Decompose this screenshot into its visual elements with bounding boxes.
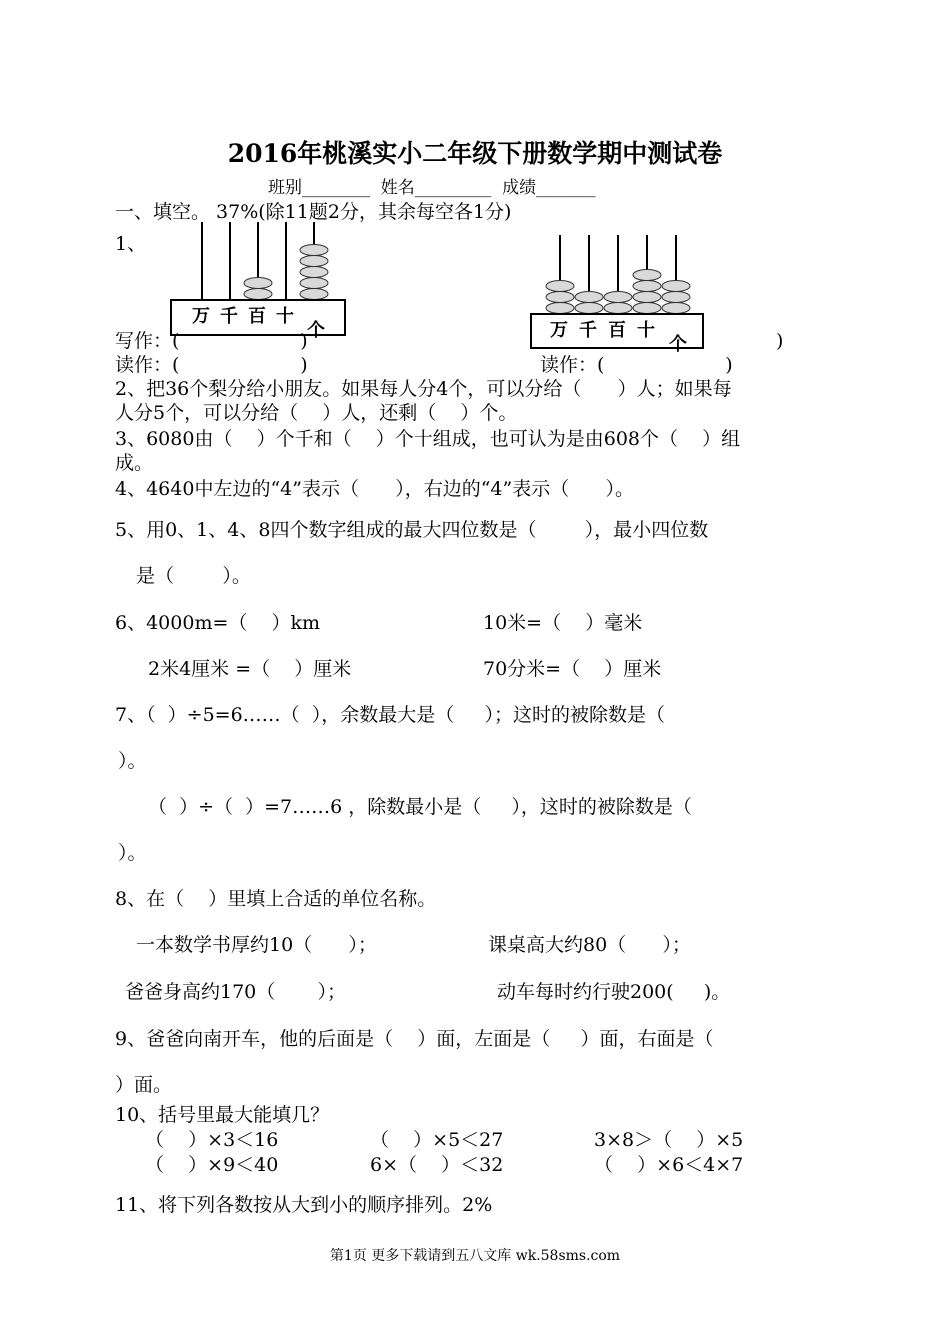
abacus-bead (633, 281, 661, 292)
q7-line4: ）。 (118, 842, 147, 864)
q6-d: 70分米=（ ）厘米 (483, 658, 662, 680)
q6-c: 2米4厘米 =（ ）厘米 (148, 658, 352, 680)
q9-line2: ）面。 (115, 1074, 173, 1096)
q11: 11、将下列各数按从大到小的顺序排列。2% (115, 1194, 493, 1216)
abacus-bead (575, 292, 603, 303)
q10-d: （ ）×9＜40 (145, 1154, 279, 1176)
abacus-bead (604, 292, 632, 303)
q10-b: （ ）×5＜27 (370, 1129, 504, 1151)
q7-line2: ）。 (118, 750, 147, 772)
abacus-left (170, 222, 346, 341)
abacus-bead (300, 245, 328, 256)
abacus-bead (662, 292, 690, 303)
q8-b: 课桌高大约80（ ）； (488, 934, 691, 956)
q1-write-left: 写作：( ) (115, 330, 308, 352)
abacus-bead (633, 303, 661, 314)
abacus-bead (546, 292, 574, 303)
abacus-place-label: 百 (608, 320, 626, 341)
abacus-bead (300, 267, 328, 278)
q2-line2: 人分5个，可以分给（ ）人，还剩（ ）个。 (115, 402, 518, 424)
q5-line1: 5、用0、1、4、8四个数字组成的最大四位数是（ ），最小四位数 (115, 519, 709, 541)
abacus-bead (244, 278, 272, 289)
student-info-line: 班别________ 姓名_________ 成绩_______ (268, 178, 596, 198)
q8-c: 爸爸身高约170（ ）； (125, 981, 347, 1003)
abacus-place-label: 十 (637, 320, 655, 341)
abacus-bead (633, 292, 661, 303)
q6-a: 6、4000m=（ ）km (115, 612, 321, 634)
q5-line2: 是（ ）。 (136, 565, 251, 587)
q6-b: 10米=（ ）毫米 (483, 612, 643, 634)
abacus-place-label: 百 (248, 306, 266, 327)
abacus-bead (300, 289, 328, 300)
q1-label: 1、 (115, 233, 147, 255)
q2-line1: 2、把36个梨分给小朋友。如果每人分4个，可以分给（ ）人；如果每 (115, 378, 732, 400)
q1-write-right-close: ) (776, 330, 784, 352)
abacus-place-label: 万 (550, 320, 568, 341)
q1-read-left: 读作：( ) (115, 354, 308, 376)
q8-a: 一本数学书厚约10（ ）； (136, 934, 377, 956)
abacus-bead (604, 303, 632, 314)
abacus-bead (633, 270, 661, 281)
abacus-bead (300, 278, 328, 289)
abacus-bead (244, 289, 272, 300)
q10-a: （ ）×3＜16 (145, 1129, 279, 1151)
q10-line1: 10、括号里最大能填几？ (115, 1104, 330, 1126)
page-title: 2016年桃溪实小二年级下册数学期中测试卷 (227, 139, 723, 168)
abacus-bead (662, 303, 690, 314)
page-footer: 第1页 更多下载请到五八文库 wk.58sms.com (329, 1248, 621, 1264)
q3-line1: 3、6080由（ ）个千和（ ）个十组成，也可认为是由608个（ ）组 (115, 428, 741, 450)
q4: 4、4640中左边的“4”表示（ ），右边的“4”表示（ ）。 (115, 478, 634, 500)
q10-f: （ ）×6＜4×7 (594, 1154, 744, 1176)
q8-d: 动车每时约行驶200( )。 (497, 981, 731, 1003)
q9-line1: 9、爸爸向南开车，他的后面是（ ）面，左面是（ ）面，右面是（ (115, 1028, 714, 1050)
q7-line3: （ ）÷（ ）=7……6 ，除数最小是（ ），这时的被除数是（ (148, 796, 692, 818)
abacus-place-label: 个 (669, 334, 687, 355)
abacus-bead (546, 303, 574, 314)
q3-line2: 成。 (115, 452, 154, 474)
abacus-bead (575, 303, 603, 314)
abacus-bead (300, 256, 328, 267)
abacus-place-label: 万 (192, 306, 210, 327)
section-1-heading: 一、填空。 37%(除11题2分，其余每空各1分) (115, 201, 512, 223)
q10-e: 6×（ ）＜32 (370, 1154, 504, 1176)
abacus-bead (546, 281, 574, 292)
q10-c: 3×8＞（ ）×5 (594, 1129, 744, 1151)
q1-read-right: 读作：( ) (540, 354, 733, 376)
abacus-place-label: 千 (579, 320, 597, 341)
abacus-bead (662, 281, 690, 292)
abacus-place-label: 十 (276, 306, 294, 327)
abacus-right (530, 235, 704, 355)
abacus-place-label: 千 (220, 306, 238, 327)
q8-line1: 8、在（ ）里填上合适的单位名称。 (115, 888, 437, 910)
abacus-place-label: 个 (307, 320, 325, 341)
q7-line1: 7、（ ）÷5=6……（ ），余数最大是（ ）；这时的被除数是（ (115, 704, 665, 726)
